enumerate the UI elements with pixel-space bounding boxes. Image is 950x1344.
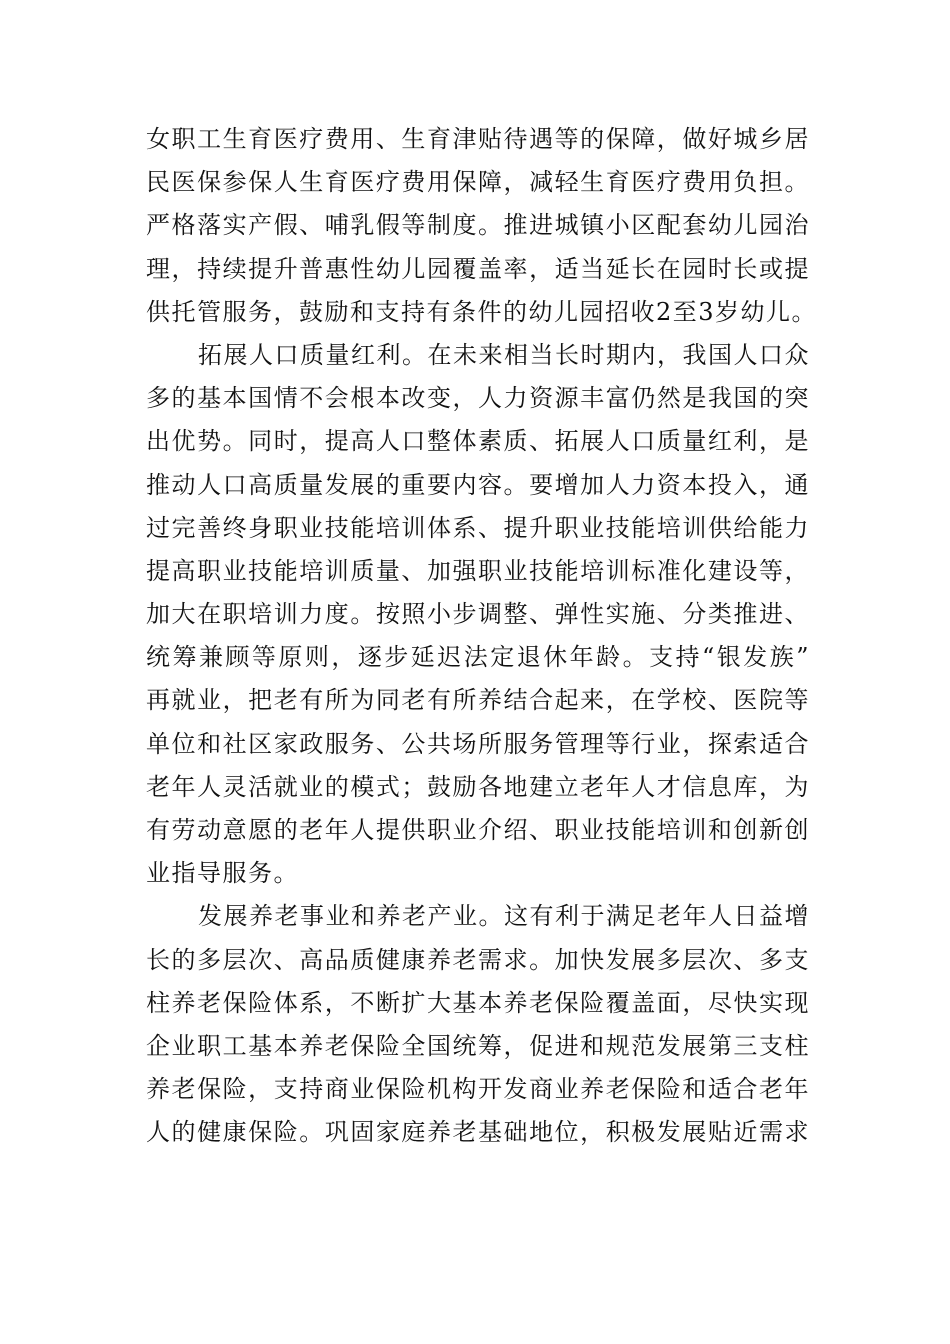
text-line: 再就业，把老有所为同老有所养结合起来，在学校、医院等 <box>146 686 810 715</box>
text-line: 企业职工基本养老保险全国统筹，促进和规范发展第三支柱 <box>146 1031 810 1060</box>
text-line: 统筹兼顾等原则，逐步延迟法定退休年龄。支持“银发族” <box>146 643 810 672</box>
text-line: 养老保险，支持商业保险机构开发商业养老保险和适合老年 <box>146 1075 810 1104</box>
text-line: 出优势。同时，提高人口整体素质、拓展人口质量红利，是 <box>146 427 810 456</box>
text-line: 理，持续提升普惠性幼儿园覆盖率，适当延长在园时长或提 <box>146 254 810 283</box>
text-line: 加大在职培训力度。按照小步调整、弹性实施、分类推进、 <box>146 600 810 629</box>
text-line: 长的多层次、高品质健康养老需求。加快发展多层次、多支 <box>146 945 810 974</box>
text-line: 柱养老保险体系，不断扩大基本养老保险覆盖面，尽快实现 <box>146 988 810 1017</box>
text-line: 民医保参保人生育医疗费用保障，减轻生育医疗费用负担。 <box>146 168 810 197</box>
text-line: 女职工生育医疗费用、生育津贴待遇等的保障，做好城乡居 <box>146 125 810 153</box>
text-line: 推动人口高质量发展的重要内容。要增加人力资本投入，通 <box>146 470 810 499</box>
paragraph-heading-line: 发展养老事业和养老产业。这有利于满足老年人日益增 <box>198 902 810 931</box>
text-line: 有劳动意愿的老年人提供职业介绍、职业技能培训和创新创 <box>146 816 810 844</box>
text-line: 单位和社区家政服务、公共场所服务管理等行业，探索适合 <box>146 729 810 758</box>
text-line: 过完善终身职业技能培训体系、提升职业技能培训供给能力 <box>146 513 810 542</box>
text-line: 人的健康保险。巩固家庭养老基础地位，积极发展贴近需求 <box>146 1118 810 1147</box>
text-line: 供托管服务，鼓励和支持有条件的幼儿园招收2至3岁幼儿。 <box>146 297 818 326</box>
paragraph-heading-line: 拓展人口质量红利。在未来相当长时期内，我国人口众 <box>198 340 810 369</box>
text-line: 业指导服务。 <box>146 859 299 888</box>
text-line: 提高职业技能培训质量、加强职业技能培训标准化建设等， <box>146 556 810 585</box>
document-body <box>146 118 818 1155</box>
text-line: 老年人灵活就业的模式；鼓励各地建立老年人才信息库，为 <box>146 772 810 801</box>
text-line: 严格落实产假、哺乳假等制度。推进城镇小区配套幼儿园治 <box>146 211 810 240</box>
text-line: 多的基本国情不会根本改变，人力资源丰富仍然是我国的突 <box>146 384 810 413</box>
